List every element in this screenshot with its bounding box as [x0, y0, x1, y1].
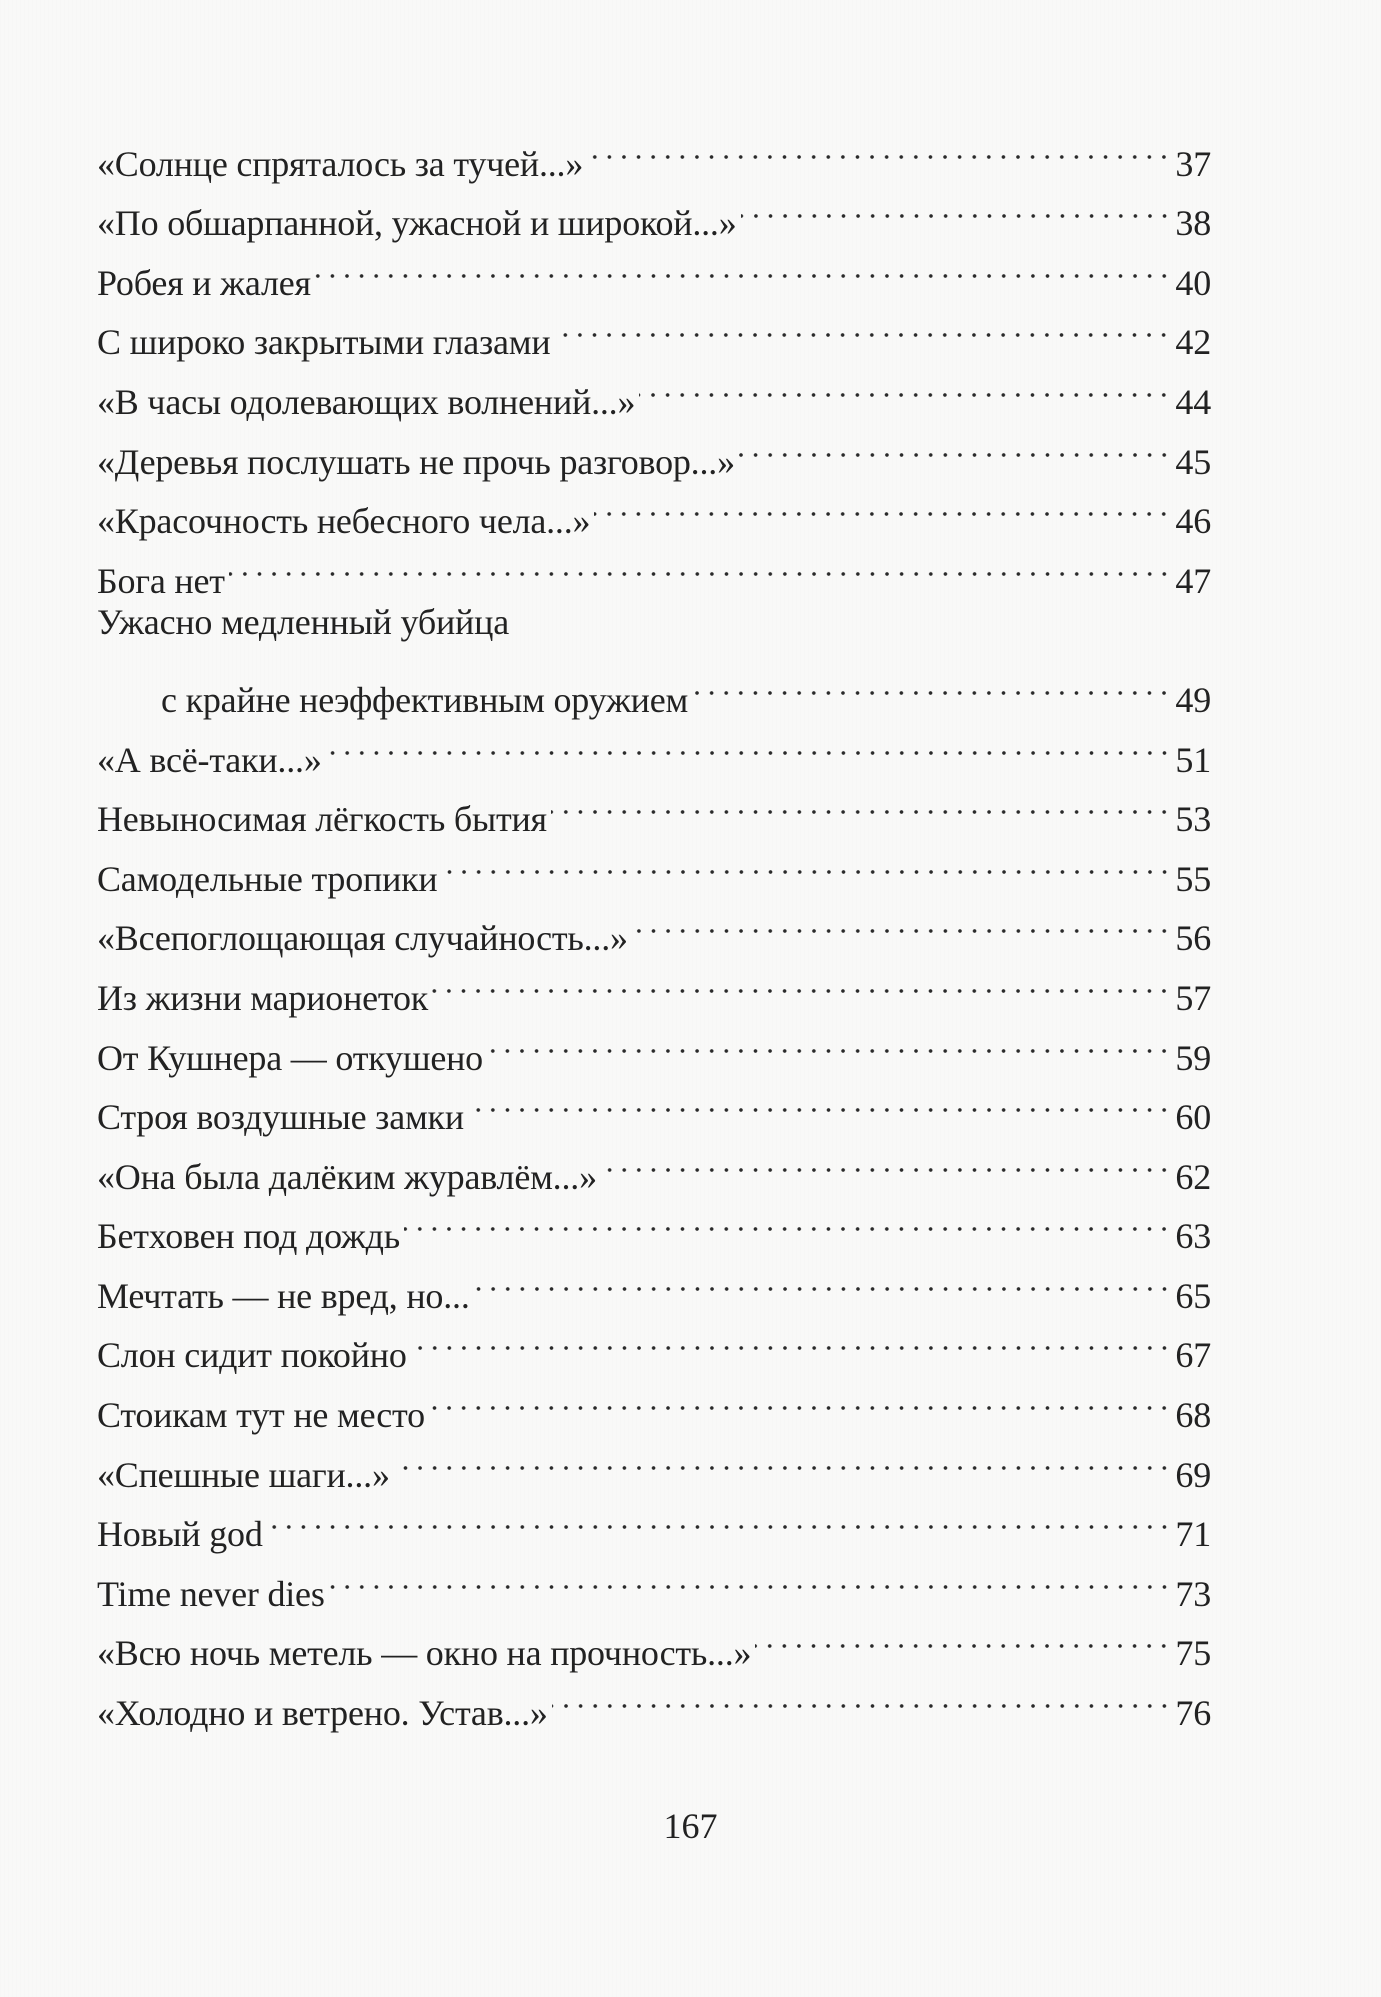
toc-entry-title: Строя воздушные замки [97, 1097, 464, 1138]
dot-leader [639, 354, 1171, 414]
toc-entry-page: 42 [1175, 322, 1211, 363]
toc-entry-page: 71 [1175, 1514, 1211, 1555]
toc-entry-title: «Она была далёким журавлём...» [97, 1156, 597, 1197]
toc-entry-title: Из жизни марионеток [97, 977, 429, 1018]
toc-entry-page: 67 [1175, 1335, 1211, 1376]
toc-entry [97, 1606, 1211, 1674]
dot-leader [739, 414, 1172, 474]
dot-leader [594, 474, 1171, 534]
toc-entry-page: 38 [1175, 203, 1211, 244]
toc-entry-page: 46 [1175, 501, 1211, 542]
toc-entry-page: 49 [1175, 679, 1211, 720]
dot-leader [741, 176, 1172, 236]
toc-entry [97, 1129, 1211, 1197]
toc-entry-page: 44 [1175, 381, 1211, 422]
dot-leader [587, 116, 1171, 176]
toc-entry-page: 55 [1175, 858, 1211, 899]
toc-entry [97, 176, 1211, 244]
toc-entry-title: Робея и жалея [97, 262, 311, 303]
dot-leader [692, 652, 1171, 712]
toc-entry [97, 1546, 1211, 1614]
dot-leader [755, 1606, 1171, 1666]
toc-entry [97, 1010, 1211, 1078]
toc-entry [97, 474, 1211, 542]
dot-leader [468, 1070, 1171, 1130]
toc-entry-title: Бетховен под дождь [97, 1216, 401, 1257]
dot-leader [632, 891, 1172, 951]
toc-entry-title: «Холодно и ветрено. Устав...» [97, 1693, 548, 1734]
dot-leader [229, 533, 1172, 593]
toc-entry [97, 295, 1211, 363]
toc-entry [97, 1248, 1211, 1316]
toc-entry [97, 235, 1211, 303]
toc-entry [97, 533, 1211, 601]
dot-leader [411, 1308, 1172, 1368]
dot-leader [329, 1546, 1172, 1606]
toc-entry-title: «В часы одолевающих волнений...» [97, 381, 636, 422]
toc-entry-title: «Всепоглощающая случайность...» [97, 918, 628, 959]
toc-entry-page: 51 [1175, 739, 1211, 780]
toc-entry [97, 116, 1211, 184]
toc-entry [97, 712, 1211, 780]
toc-entry-title: Бога нет [97, 560, 225, 601]
toc-entry [97, 414, 1211, 482]
toc-entry-page: 62 [1175, 1156, 1211, 1197]
toc-entry-two-line [97, 593, 1211, 720]
toc-entry-title-line1: Ужасно медленный убийца [97, 601, 509, 642]
toc-entry-page: 53 [1175, 799, 1211, 840]
dot-leader [474, 1248, 1172, 1308]
dot-leader [601, 1129, 1172, 1189]
toc-entry-title: «По обшарпанной, ужасной и широкой...» [97, 203, 737, 244]
toc-entry-title-line2: с крайне неэффективным оружием [161, 679, 689, 720]
toc-entry-title: «Деревья послушать не прочь разговор...» [97, 441, 735, 482]
dot-leader [551, 772, 1171, 832]
toc-entry-page: 57 [1175, 977, 1211, 1018]
toc-entry-page: 76 [1175, 1693, 1211, 1734]
toc-entry [97, 1427, 1211, 1495]
toc-entry [97, 1308, 1211, 1376]
toc-entry-title: Невыносимая лёгкость бытия [97, 799, 547, 840]
dot-leader [404, 1189, 1171, 1249]
toc-entry-page: 63 [1175, 1216, 1211, 1257]
toc-entry-page: 68 [1175, 1395, 1211, 1436]
toc-entry-page: 56 [1175, 918, 1211, 959]
page-number: 167 [663, 1806, 718, 1846]
dot-leader [326, 712, 1172, 772]
dot-leader [267, 1487, 1172, 1547]
toc-entry-page: 60 [1175, 1097, 1211, 1138]
toc-entry-title: Слон сидит покойно [97, 1335, 407, 1376]
toc-entry-title: «Спешные шаги...» [97, 1454, 390, 1495]
toc-entry-page: 69 [1175, 1454, 1211, 1495]
toc-entry-title: «А всё-таки...» [97, 739, 322, 780]
toc-entry-page: 65 [1175, 1275, 1211, 1316]
toc-entry-title: Самодельные тропики [97, 858, 438, 899]
toc-entry-page: 73 [1175, 1573, 1211, 1614]
toc-entry [97, 1189, 1211, 1257]
toc-entry [97, 891, 1211, 959]
table-of-contents [97, 116, 1211, 1734]
toc-entry-title: Мечтать — не вред, но... [97, 1275, 470, 1316]
dot-leader [554, 295, 1171, 355]
toc-entry-title: «Красочность небесного чела...» [97, 501, 591, 542]
toc-entry-continuation [97, 652, 1211, 720]
toc-entry-page: 45 [1175, 441, 1211, 482]
toc-entry [97, 772, 1211, 840]
toc-entry-title: Time never dies [97, 1573, 325, 1614]
toc-entry-title: От Кушнера — откушено [97, 1037, 483, 1078]
toc-entry [97, 1367, 1211, 1436]
toc-entry [97, 1487, 1211, 1555]
toc-entry [97, 950, 1211, 1018]
toc-entry [97, 1070, 1211, 1138]
toc-entry-title: Новый god [97, 1514, 263, 1555]
toc-entry-page: 40 [1175, 262, 1211, 303]
dot-leader [315, 235, 1172, 295]
toc-entry-title: Стоикам тут не место [97, 1395, 425, 1436]
toc-entry [97, 1665, 1211, 1734]
toc-entry [97, 354, 1211, 422]
toc-entry-page: 59 [1175, 1037, 1211, 1078]
toc-entry-title: «Всю ночь метель — окно на прочность...» [97, 1633, 752, 1674]
dot-leader [487, 1010, 1171, 1070]
dot-leader [442, 831, 1172, 891]
dot-leader [432, 950, 1171, 1010]
toc-entry-page: 75 [1175, 1633, 1211, 1674]
toc-entry-title: С широко закрытыми глазами [97, 322, 551, 363]
dot-leader [552, 1665, 1172, 1725]
toc-entry-title: «Солнце спряталось за тучей...» [97, 143, 584, 184]
toc-entry [97, 831, 1211, 899]
dot-leader [429, 1367, 1171, 1427]
dot-leader [394, 1427, 1172, 1487]
toc-entry-page: 47 [1175, 560, 1211, 601]
toc-entry-page: 37 [1175, 143, 1211, 184]
